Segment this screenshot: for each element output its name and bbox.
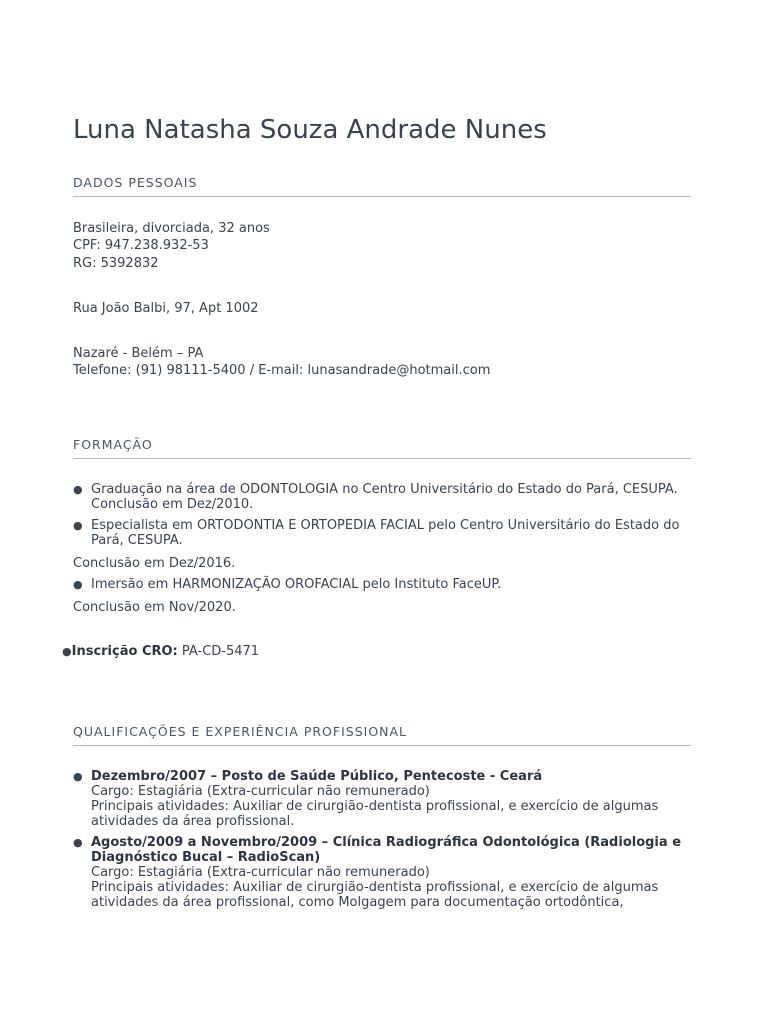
education-item-specialization xyxy=(73,518,691,548)
education-item-conclusion: Conclusão em Dez/2016. xyxy=(73,556,236,571)
education-item-graduation xyxy=(73,482,691,512)
bullet-icon: ● xyxy=(73,770,83,783)
bullet-icon: ● xyxy=(73,483,83,496)
experience-heading: Dezembro/2007 – Posto de Saúde Público, Pentecoste - Ceará xyxy=(91,769,543,784)
candidate-name: Luna Natasha Souza Andrade Nunes xyxy=(73,115,547,145)
cro-label: Inscrição CRO: xyxy=(71,644,178,659)
education-item-text: Imersão em HARMONIZAÇÃO OROFACIAL pelo Instituto FaceUP. xyxy=(91,577,502,592)
experience-heading-cont: Diagnóstico Bucal – RadioScan) xyxy=(91,850,321,865)
cro-registration xyxy=(62,643,259,661)
experience-item-2 xyxy=(73,835,691,910)
cpf-line: CPF: 947.238.932-53 xyxy=(73,238,209,253)
bullet-icon: ● xyxy=(73,519,83,532)
education-item-conclusion: Conclusão em Nov/2020. xyxy=(73,600,236,615)
section-title-experience: QUALIFICAÇÕES E EXPERIÊNCIA PROFISSIONAL xyxy=(73,724,691,746)
experience-description-cont: atividades da área profissional. xyxy=(91,814,295,829)
education-item-text-cont: Pará, CESUPA. xyxy=(91,533,183,548)
experience-role: Cargo: Estagiária (Extra-curricular não remunerado) xyxy=(91,865,430,880)
bullet-icon: ● xyxy=(73,836,83,849)
experience-description: Principais atividades: Auxiliar de cirurgião-dentista profissional, e exercício de algumas xyxy=(91,880,659,895)
rg-line: RG: 5392832 xyxy=(73,256,159,271)
experience-description: Principais atividades: Auxiliar de cirurgião-dentista profissional, e exercício de algumas xyxy=(91,799,659,814)
education-item-immersion xyxy=(73,577,691,592)
section-title-personal: DADOS PESSOAIS xyxy=(73,175,691,197)
bullet-icon: ● xyxy=(62,645,72,658)
bullet-icon: ● xyxy=(73,578,83,591)
education-item-conclusion: Conclusão em Dez/2010. xyxy=(91,497,254,512)
experience-heading: Agosto/2009 a Novembro/2009 – Clínica Radiográfica Odontológica (Radiologia e xyxy=(91,835,682,850)
contact-line: Telefone: (91) 98111-5400 / E-mail: lunasandrade@hotmail.com xyxy=(73,363,491,378)
education-item-text: Graduação na área de ODONTOLOGIA no Centro Universitário do Estado do Pará, CESUPA. xyxy=(91,482,678,497)
city-line: Nazaré - Belém – PA xyxy=(73,346,204,361)
cro-value: PA-CD-5471 xyxy=(177,644,260,659)
education-item-text: Especialista em ORTODONTIA E ORTOPEDIA FACIAL pelo Centro Universitário do Estado do xyxy=(91,518,680,533)
address-line: Rua João Balbi, 97, Apt 1002 xyxy=(73,301,259,316)
section-title-education: FORMAÇÃO xyxy=(73,437,691,459)
experience-role: Cargo: Estagiária (Extra-curricular não remunerado) xyxy=(91,784,430,799)
experience-description-cont: atividades da área profissional, como Molgagem para documentação ortodôntica, xyxy=(91,895,624,910)
personal-info-line: Brasileira, divorciada, 32 anos xyxy=(73,221,270,236)
experience-item-1 xyxy=(73,769,691,829)
